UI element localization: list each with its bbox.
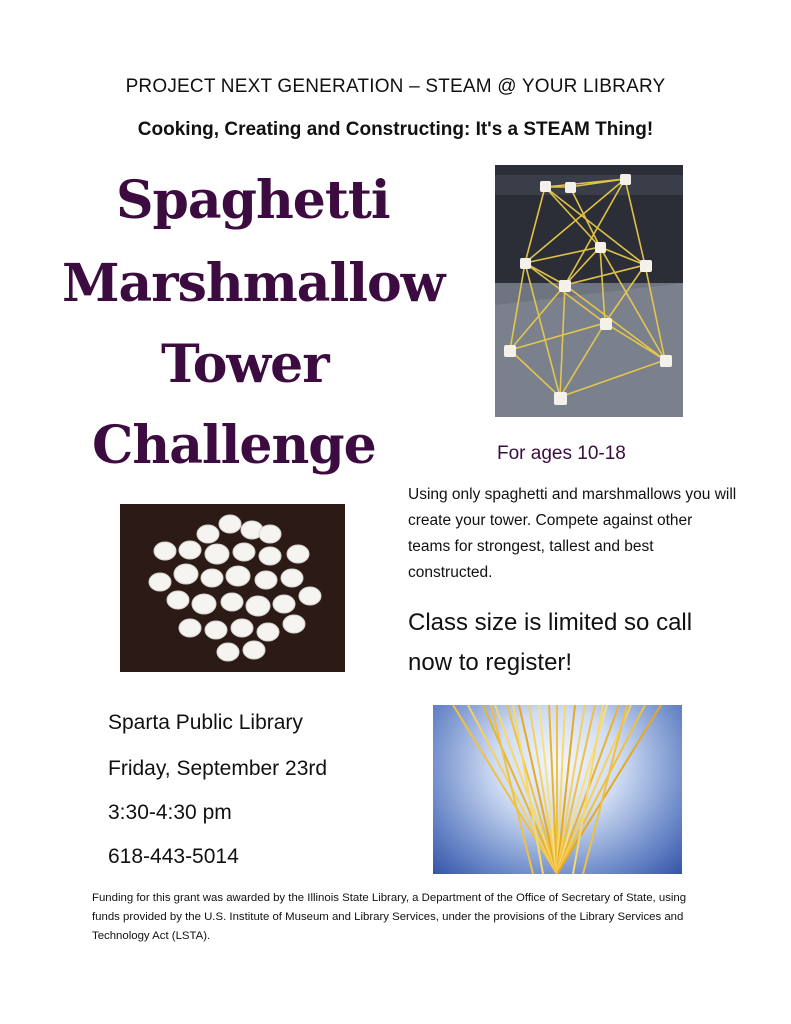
tower-photo [495, 165, 683, 417]
funding-notice: Funding for this grant was awarded by the Illinois State Library, a Department of the Office of Secretary of State, using funds provided by the U.S. Institute of Museum and Library Services, under the provisions of the Library Services and Technology Act (LSTA). [92, 892, 687, 942]
event-phone: 618-443-5014 [108, 845, 239, 868]
event-location: Sparta Public Library [108, 711, 303, 734]
title-line-2: Marshmallow [62, 253, 445, 314]
ages-label: For ages 10-18 [497, 443, 626, 464]
class-size-notice: Class size is limited so call now to register! [408, 609, 693, 676]
title-line-1: Spaghetti [116, 170, 390, 231]
title-line-3: Tower [161, 334, 329, 395]
spaghetti-photo [433, 705, 682, 874]
challenge-description: Using only spaghetti and marshmallows you will create your tower. Compete against other teams for strongest, tallest and best constructed. [408, 486, 737, 581]
program-header: PROJECT NEXT GENERATION – STEAM @ YOUR LIBRARY [125, 76, 666, 97]
event-date: Friday, September 23rd [108, 757, 328, 780]
marshmallows-photo [120, 504, 345, 672]
tagline: Cooking, Creating and Constructing: It's a STEAM Thing! [137, 119, 654, 140]
event-time: 3:30-4:30 pm [108, 801, 232, 824]
title-line-4: Challenge [92, 415, 376, 476]
